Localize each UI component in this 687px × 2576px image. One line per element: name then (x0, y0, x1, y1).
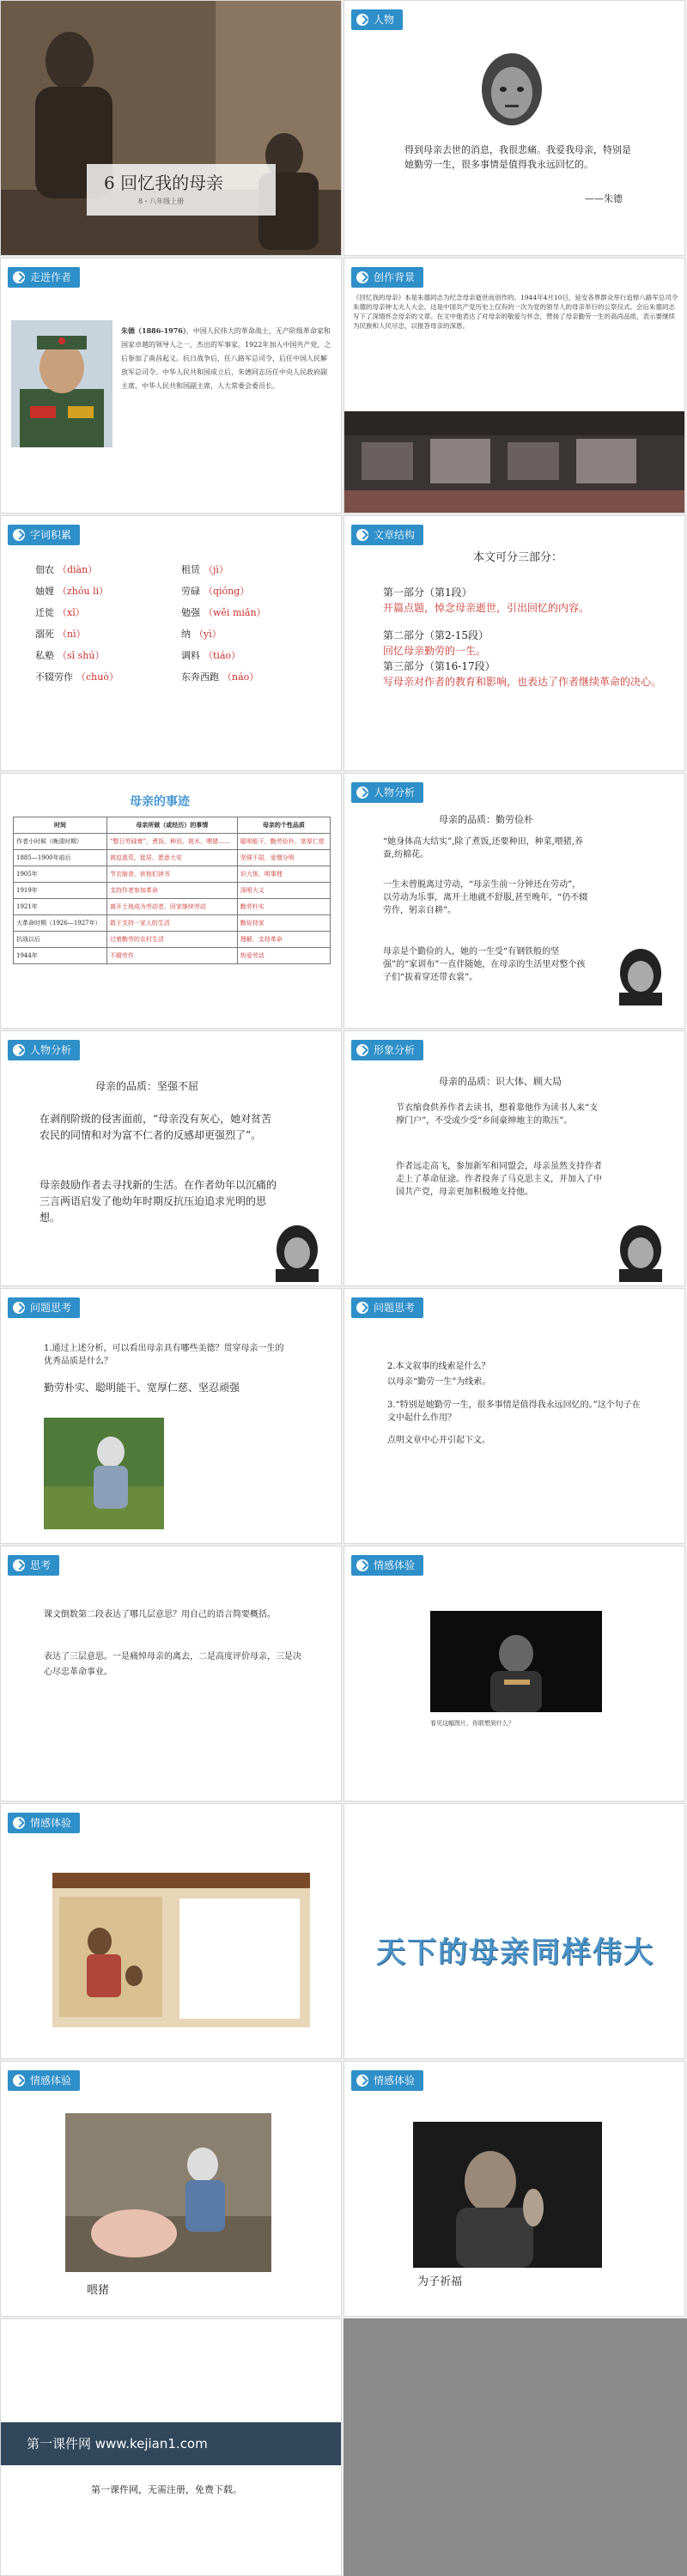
col-header: 时间 (14, 817, 107, 834)
answer-text: 勤劳朴实、聪明能干、宽厚仁慈、坚忍顽强 (44, 1382, 240, 1394)
answer-2-text: 以母亲“勤劳一生”为线索。 (387, 1377, 491, 1387)
memorial-photo (344, 411, 685, 513)
table-heading: 母亲的事迹 (130, 795, 190, 809)
slide-author[interactable] (0, 258, 342, 513)
slide-timeline-table[interactable] (0, 773, 342, 1029)
check-icon (356, 14, 368, 26)
quality-heading: 母亲的品质：识大体、顾大局 (439, 1076, 562, 1087)
check-icon (13, 2075, 25, 2087)
check-icon (13, 529, 25, 541)
section-tag (8, 2070, 80, 2091)
section-tag (8, 1297, 80, 1318)
vocab-item: 私塾 （sī shú） (35, 650, 105, 661)
check-icon (356, 787, 368, 799)
title-box (87, 164, 276, 216)
photo-caption: 喂猪 (87, 2284, 110, 2297)
analysis-p3: 母亲是个勤俭的人，她的一生受“有钢铁般的坚强”的“家训布”一直伴随她，在母亲的生活里对整个孩子们“拔着穿还带衣裳”。 (383, 947, 586, 982)
check-icon (13, 1302, 25, 1314)
slogan-heading: 天下的母亲同样伟大 (376, 1935, 654, 1970)
part-label: 第三部分（第16-17段） (383, 660, 495, 672)
tag-label: 人物分析 (30, 1044, 72, 1056)
vocab-item: 勉强 （wěi miǎn） (181, 607, 266, 618)
analysis-p2: 一生未曾脱离过劳动，“母亲生前一分钟还在劳动”，以劳动为乐事，离开土地就不舒服,甚至晚年，“仍不辍劳作，躬亲自耕”。 (383, 880, 588, 915)
check-icon (356, 1302, 368, 1314)
check-icon (13, 1044, 25, 1056)
slide-question-2[interactable] (344, 1288, 685, 1544)
section-tag (8, 1555, 59, 1576)
mother-sewing-photo (430, 1611, 602, 1712)
answer-text: 表达了三层意思。一是痛悼母亲的离去，二是高度评价母亲，三是决心尽忠革命事业。 (44, 1652, 301, 1677)
quality-heading: 母亲的品质：勤劳俭朴 (439, 814, 533, 825)
part-desc: 写母亲对作者的教育和影响，也表达了作者继续革命的决心。 (383, 676, 662, 688)
timeline-table (13, 817, 331, 964)
section-tag (8, 1040, 80, 1060)
mother-portrait (465, 48, 559, 130)
slide-person[interactable] (344, 0, 685, 256)
praying-photo (413, 2122, 602, 2268)
vocab-right-column (181, 559, 266, 688)
table-row: 1905年 节衣缩食，供他们读书 识大体，明事理 (14, 866, 331, 883)
vocab-item: 溺死 （nì） (35, 629, 86, 640)
vocab-item: 东奔西跑 （náo） (181, 671, 259, 683)
empty-slot (344, 2318, 687, 2576)
table-row: 1921年 离开土地成为劳动者，回家继续劳动 勤劳朴实 (14, 899, 331, 915)
question-text: 1.通过上述分析，可以看出母亲具有哪些美德？贯穿母亲一生的优秀品质是什么？ (44, 1344, 284, 1366)
table-row: 大革命时期（1926—1927年） 敢于支持一家人的生活 勤俭持家 (14, 915, 331, 932)
table-header-row (14, 817, 331, 834)
section-tag (351, 525, 423, 545)
site-banner[interactable]: 第一课件网 www.kejian1.com (1, 2422, 342, 2465)
col-header: 母亲所做（或经历）的事情 (106, 817, 237, 834)
part-desc: 回忆母亲勤劳的一生。 (383, 645, 487, 657)
quote-attribution: ——朱德 (585, 193, 623, 204)
question-3-text: 3.“特别是她勤劳一生，很多事情是值得我永远回忆的。”这个句子在文中起什么作用？ (387, 1400, 641, 1423)
slide-structure[interactable] (344, 515, 685, 771)
slide-emotion-1[interactable] (344, 1546, 685, 1801)
tag-label: 情感体验 (374, 2075, 416, 2087)
tag-label: 思考 (30, 1559, 52, 1571)
col-header: 母亲的个性品质 (237, 817, 330, 834)
mother-sketch (611, 1222, 671, 1282)
author-line: 8・八年级上册 (138, 197, 185, 205)
tag-label: 人物 (374, 14, 395, 26)
tag-label: 人物分析 (374, 787, 416, 799)
author-bio (121, 324, 331, 393)
section-tag (351, 9, 403, 30)
mother-sketch (611, 945, 671, 1005)
author-bio-text: ，中国人民伟大的革命战士，无产阶级革命家和国家卓越的领导人之一，杰出的军事家。1922年加入中国共产党，之后参加了南昌起义。抗日战争后，任八路军总司令，后任中国人民解放军总司令。中华人民共和国成立后，朱德同志历任中央人民政府副主席，中华人民共和国副主席，人大常委会委员长。 (121, 327, 331, 390)
section-tag (351, 267, 423, 288)
tag-label: 情感体验 (374, 1559, 416, 1571)
section-tag (8, 1813, 80, 1833)
lesson-title: 6 回忆我的母亲 (104, 173, 224, 193)
slide-emotion-4[interactable] (344, 2061, 685, 2317)
answer-3-text: 点明文章中心并引起下文。 (387, 1436, 490, 1445)
tag-label: 走进作者 (30, 271, 72, 283)
check-icon (13, 1817, 25, 1829)
table-row: 1919年 支持作者参加革命 深明大义 (14, 883, 331, 899)
part-desc: 开篇点题，悼念母亲逝世，引出回忆的内容。 (383, 602, 590, 614)
vocab-item: 纳 （yì） (181, 629, 222, 640)
slide-analysis-strong[interactable] (0, 1030, 342, 1286)
structure-intro: 本文可分三部分： (473, 551, 563, 564)
part-label: 第二部分（第2-15段） (383, 629, 489, 641)
slide-footer[interactable] (0, 2318, 342, 2576)
slide-title[interactable] (0, 0, 342, 256)
analysis-p2: 作者远走高飞，参加新军和同盟会，母亲虽然支持作者走上了革命征途。作者投奔了马克思主义，并加入了中国共产党，母亲更加积极地支持他。 (396, 1162, 602, 1197)
section-tag (351, 2070, 423, 2091)
vocab-item: 妯娌 （zhóu li） (35, 586, 109, 597)
slide-image-analysis[interactable] (344, 1030, 685, 1286)
vocab-item: 租赁 （jì） (181, 564, 228, 575)
check-icon (13, 1559, 25, 1571)
tag-label: 情感体验 (30, 1817, 72, 1829)
background-text: 《回忆我的母亲》本是朱德同志为纪念母亲逝世而创作的。1944年4月10日，延安各界群众举行追悼八路军总司令朱德的母亲钟太夫人大会。这是中国共产党历史上仅有的一次为党的领导人的母亲举行的公祭仪式。会后朱德同志写下了深情怀念母亲的文章。在文中他表达了对母亲的敬爱与怀念，赞扬了母亲勤劳一生的高尚品质，表示要继续为民族和人民尽忠，以报答母亲的深恩。 (353, 294, 678, 330)
section-tag (351, 1040, 423, 1060)
mother-sketch (267, 1222, 327, 1282)
analysis-p2: 母亲鼓励作者去寻找新的生活。在作者幼年以沉痛的三言两语启发了他幼年时期反抗压迫追求光明的思想。 (40, 1179, 277, 1224)
slide-question-1[interactable] (0, 1288, 342, 1544)
statue-photo (1, 1, 342, 256)
analysis-p1: “她身体高大结实”,除了煮饭,还要种田，种菜,喂猪,养蚕,纺棉花。 (383, 837, 583, 860)
slide-emotion-2[interactable] (0, 1803, 342, 2059)
section-tag (351, 1555, 423, 1576)
check-icon (356, 2075, 368, 2087)
painting-frame (52, 1873, 310, 2027)
table-row: 1885—1900年前后 被迫逃荒，徙居，愿意大安 坚强不屈，爱憎分明 (14, 850, 331, 866)
analysis-p1: 在剥削阶级的侵害面前，“母亲没有灰心，她对贫苦农民的同情和对为富不仁者的反感却更强烈了”。 (40, 1113, 272, 1141)
check-icon (356, 529, 368, 541)
analysis-p1: 节衣缩食供养作者去读书，想着靠他作为读书人来“支撑门户”，不受或少受“乡间豪绅地主的欺压”。 (396, 1103, 599, 1126)
tag-label: 形象分析 (374, 1044, 416, 1056)
table-row: 1944年 不辍劳作 热爱劳动 (14, 948, 331, 964)
author-portrait (11, 320, 112, 447)
tag-label: 问题思考 (374, 1302, 416, 1314)
question-text: 课文倒数第二段表达了哪几层意思？用自己的语言简要概括。 (44, 1610, 276, 1619)
mother-farming-photo (44, 1418, 164, 1529)
part-label: 第一部分（第1段） (383, 586, 472, 598)
section-tag (8, 525, 80, 545)
slide-great-mothers[interactable] (344, 1803, 685, 2059)
slide-background[interactable] (344, 258, 685, 513)
author-name: 朱德（1886-1976） (121, 326, 186, 335)
structure-parts (383, 585, 666, 690)
vocab-item: 迁徙 （xǐ） (35, 607, 85, 618)
vocab-item: 调料 （tiáo） (181, 650, 241, 661)
tag-label: 问题思考 (30, 1302, 72, 1314)
vocab-item: 不辍劳作 （chuò） (35, 671, 119, 683)
tag-label: 创作背景 (374, 271, 416, 283)
section-tag (351, 1297, 423, 1318)
tag-label: 文章结构 (374, 529, 416, 541)
check-icon (13, 271, 25, 283)
vocab-item: 佃农 （diàn） (35, 564, 98, 575)
tag-label: 字词积累 (30, 529, 72, 541)
quote-text: 得到母亲去世的消息，我很悲痛。我爱我母亲，特别是她勤劳一生，很多事情是值得我永远回忆的。 (404, 144, 631, 170)
slide-think[interactable] (0, 1546, 342, 1801)
check-icon (356, 271, 368, 283)
feeding-pigs-photo (65, 2113, 271, 2272)
quality-heading: 母亲的品质：坚强不屈 (95, 1080, 199, 1092)
slide-emotion-3[interactable] (0, 2061, 342, 2317)
question-2-text: 2.本文叙事的线索是什么？ (387, 1362, 490, 1371)
slide-vocabulary[interactable] (0, 515, 342, 771)
table-row: 抗战以后 过着勤劳的农村生活 理解，支持革命 (14, 932, 331, 948)
section-tag (351, 782, 423, 803)
slide-analysis-diligent[interactable] (344, 773, 685, 1029)
tag-label: 情感体验 (30, 2075, 72, 2087)
footer-text: 第一课件网，无需注册，免费下载。 (91, 2484, 242, 2495)
check-icon (356, 1559, 368, 1571)
section-tag (8, 267, 80, 288)
table-row: 作者小时候（晚清时期） “整日劳碌着”，煮饭、种田、挑水、喂猪…… 聪明能干，勤劳俭朴，宽厚仁慈 (14, 834, 331, 850)
photo-caption: 为子祈福 (417, 2275, 463, 2288)
vocab-item: 劳碌 （qióng） (181, 586, 250, 597)
check-icon (356, 1044, 368, 1056)
vocab-left-column (35, 559, 119, 688)
image-caption: 看见这幅图片，你联想到什么？ (430, 1720, 514, 1727)
